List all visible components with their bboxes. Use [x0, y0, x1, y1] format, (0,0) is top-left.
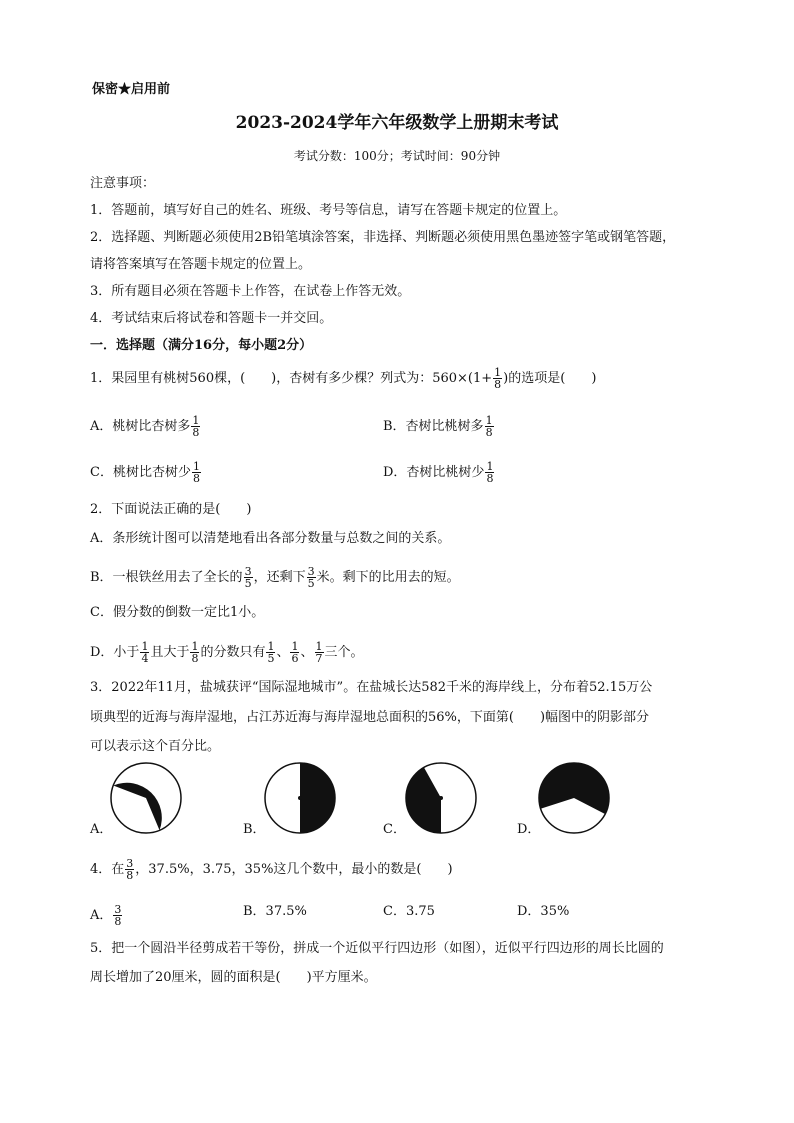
- note-2-line-1: 2．选择题、判断题必须使用2B铅笔填涂答案，非选择、判断题必须使用黑色墨迹签字笔或钢笔答题，: [90, 230, 676, 245]
- q3-option-d: D．: [517, 822, 541, 837]
- q3-line-3: 可以表示这个百分比。: [90, 739, 221, 754]
- q2-option-c: C．假分数的倒数一定比1小。: [90, 605, 265, 620]
- note-1: 1．答题前，填写好自己的姓名、班级、考号等信息，请写在答题卡规定的位置上。: [90, 203, 567, 218]
- q4-stem: 4．在 $\frac{3}{8}$ ，37.5%，3.75，35%这几个数中，最小的数是( ): [90, 857, 453, 882]
- q1-option-c: C．桃树比杏树少 $\frac{1}{8}$: [90, 460, 200, 485]
- q1-option-d: D．杏树比桃树少 $\frac{1}{8}$: [383, 460, 494, 485]
- q5-line-2: 周长增加了20厘米，圆的面积是( )平方厘米。: [90, 970, 377, 985]
- q4-option-d: D．35%: [517, 904, 570, 919]
- q1-option-a: A．桃树比杏树多 $\frac{1}{8}$: [90, 414, 200, 439]
- q5-line-1: 5．把一个圆沿半径剪成若干等份，拼成一个近似平行四边形（如图），近似平行四边形的周长比圆的: [90, 941, 664, 956]
- q1-stem: 1．果园里有桃树560棵，( )，杏树有多少棵？列式为：560×(1+ $\frac{1}{8}$ )的选项是( ): [90, 366, 597, 391]
- q3-option-b: B．: [243, 822, 266, 837]
- q2-option-b: B．一根铁丝用去了全长的 $\frac{3}{5}$ ，还剩下 $\frac{3}{5}$ 米。剩下的比用去的短。: [90, 565, 460, 590]
- note-2-line-2: 请将答案填写在答题卡规定的位置上。: [90, 257, 312, 272]
- q2-option-d: D．小于 $\frac{1}{4}$ 且大于 $\frac{1}{8}$ 的分数只有 $\frac{1}{5}$ 、 $\frac{1}{6}$ 、 $\frac{1}{7}$ 三个。: [90, 640, 364, 665]
- note-4: 4．考试结束后将试卷和答题卡一并交回。: [90, 311, 333, 326]
- section-1-heading: 一．选择题（满分16分，每小题2分）: [90, 338, 313, 353]
- q3-line-2: 顷典型的近海与海岸湿地，占江苏近海与海岸湿地总面积的56%，下面第( )幅图中的阴影部分: [90, 710, 650, 725]
- q4-option-a: A． $\frac{3}{8}$: [90, 903, 122, 928]
- exam-subtitle: 考试分数：100分；考试时间：90分钟: [293, 149, 501, 163]
- q4-option-c: C．3.75: [383, 904, 435, 919]
- pie-chart-c: [404, 761, 478, 835]
- notes-heading: 注意事项：: [90, 176, 156, 191]
- q1-stem-fraction: $\frac{1}{8}$: [494, 366, 502, 391]
- q3-option-a: A．: [90, 822, 113, 837]
- q2-option-a: A．条形统计图可以清楚地看出各部分数量与总数之间的关系。: [90, 531, 451, 546]
- q1-option-b: B．杏树比桃树多 $\frac{1}{8}$: [383, 414, 493, 439]
- pie-chart-d: [537, 761, 611, 835]
- exam-title: 2023-2024学年六年级数学上册期末考试: [235, 113, 559, 133]
- secret-label: 保密★启用前: [92, 82, 171, 97]
- q2-stem: 2．下面说法正确的是( ): [90, 502, 252, 517]
- note-3: 3．所有题目必须在答题卡上作答，在试卷上作答无效。: [90, 284, 411, 299]
- pie-chart-b: [263, 761, 337, 835]
- q3-line-1: 3．2022年11月，盐城获评“国际湿地城市”。在盐城长达582千米的海岸线上，分布着52.15万公: [90, 680, 653, 695]
- q3-option-c: C．: [383, 822, 406, 837]
- pie-chart-a: [109, 761, 183, 835]
- q4-option-b: B．37.5%: [243, 904, 307, 919]
